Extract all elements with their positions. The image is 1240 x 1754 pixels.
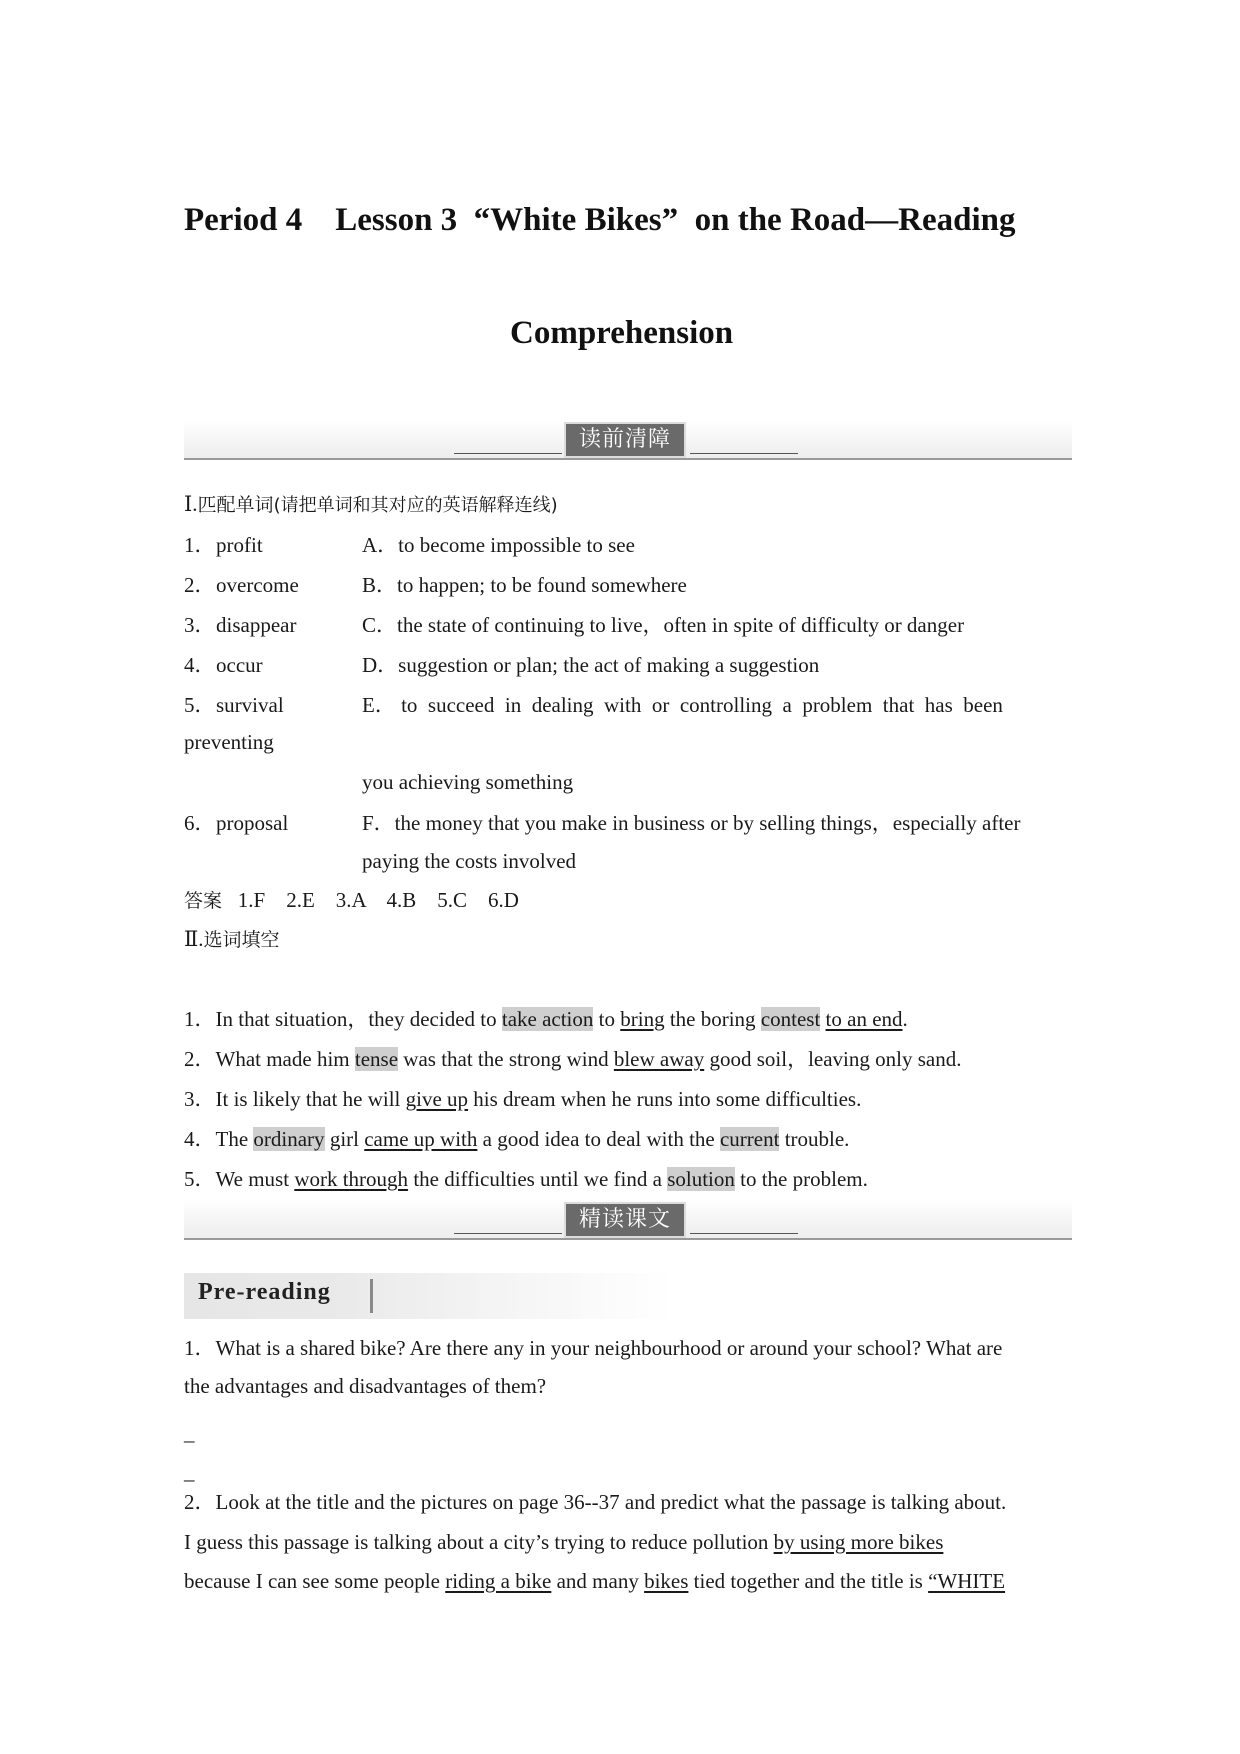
word-text: disappear: [216, 613, 297, 637]
underlined-phrase: bikes: [644, 1569, 689, 1593]
part1-heading-text: 匹配单词: [197, 494, 274, 516]
text: and many: [551, 1569, 645, 1593]
question-2: 2．Look at the title and the pictures on page 36--37 and predict what the passage is talking about.: [184, 1490, 1007, 1514]
text: tied together and the title is: [688, 1569, 929, 1593]
underlined-phrase: bring: [620, 1007, 665, 1031]
part2-heading-text: 选词填空: [203, 929, 280, 951]
underlined-phrase: to an end: [825, 1007, 903, 1031]
definition-e-cont: you achieving something: [362, 770, 574, 794]
definition-d: D．suggestion or plan; the act of making a suggestion: [362, 653, 820, 677]
section-banner-intensive-reading: [184, 1200, 1072, 1244]
definition-e: E． to succeed in dealing with or controlling a problem that has been: [362, 693, 1003, 717]
pre-reading-header: [184, 1273, 674, 1319]
answer-row: [184, 885, 519, 916]
answer-2-line-1: [184, 1527, 943, 1557]
section-tag: 读前清障: [564, 422, 686, 458]
answer-values: 1.F 2.E 3.A 4.B 5.C 6.D: [237, 888, 519, 912]
highlighted-word: tense: [354, 1047, 399, 1071]
text: .: [902, 1007, 908, 1031]
underlined-phrase: give up: [405, 1087, 469, 1111]
part2-numeral: Ⅱ.: [184, 927, 204, 951]
word-item: 6．: [184, 811, 216, 835]
page-title-line-1: Period 4 Lesson 3 “White Bikes” on the Road—Reading: [184, 202, 1016, 238]
part1-heading: [184, 489, 558, 521]
answer-blank-1[interactable]: _: [184, 1421, 195, 1445]
answer-blank-2[interactable]: _: [184, 1460, 195, 1484]
definition-b: B．to happen; to be found somewhere: [362, 573, 687, 597]
word-text: survival: [216, 693, 284, 717]
question-1-line-2: the advantages and disadvantages of them?: [184, 1374, 547, 1398]
text: 1．In that situation，they decided to: [184, 1007, 502, 1031]
word-text: occur: [216, 653, 263, 677]
highlighted-word: take action: [501, 1007, 594, 1031]
highlighted-word: solution: [667, 1167, 735, 1191]
part1-heading-note: (请把单词和其对应的英语解释连线): [273, 495, 558, 516]
word-item: 4．: [184, 653, 216, 677]
text: good soil，leaving only sand.: [704, 1047, 962, 1071]
text: 4．The: [184, 1127, 254, 1151]
word-item: 2．: [184, 573, 216, 597]
sentence-1: [184, 1004, 908, 1034]
underlined-phrase: riding a bike: [445, 1569, 552, 1593]
definition-f: F．the money that you make in business or by selling things，especially after: [362, 811, 1021, 835]
pre-reading-label: Pre-reading: [198, 1279, 331, 1305]
text: because I can see some people: [184, 1569, 446, 1593]
text: 2．What made him: [184, 1047, 355, 1071]
sentence-2: [184, 1044, 961, 1074]
section-tag: 精读课文: [564, 1202, 686, 1238]
sentence-4: [184, 1124, 849, 1154]
sentence-3: [184, 1084, 861, 1114]
text: to the problem.: [734, 1167, 868, 1191]
underlined-phrase: came up with: [364, 1127, 478, 1151]
text: I guess this passage is talking about a city’s trying to reduce pollution: [184, 1530, 774, 1554]
pre-reading-divider: [370, 1279, 373, 1313]
text: 5．We must: [184, 1167, 295, 1191]
answer-label: 答案: [184, 890, 223, 912]
text: the boring: [664, 1007, 761, 1031]
text: a good idea to deal with the: [477, 1127, 720, 1151]
text: trouble.: [779, 1127, 850, 1151]
word-wrap-text: preventing: [184, 730, 274, 754]
text: girl: [324, 1127, 365, 1151]
underlined-phrase: blew away: [613, 1047, 705, 1071]
text: to: [593, 1007, 621, 1031]
word-text: overcome: [216, 573, 299, 597]
highlighted-word: contest: [760, 1007, 821, 1031]
page-title-line-2: Comprehension: [510, 315, 734, 351]
part1-numeral: Ⅰ.: [184, 492, 198, 516]
section-banner-pre-reading-vocab: [184, 420, 1072, 464]
answer-2-line-2: [184, 1566, 1005, 1596]
underlined-phrase: by using more bikes: [773, 1530, 944, 1554]
highlighted-word: current: [719, 1127, 780, 1151]
word-text: profit: [216, 533, 263, 557]
text: his dream when he runs into some difficulties.: [468, 1087, 862, 1111]
text: the difficulties until we find a: [408, 1167, 668, 1191]
definition-f-cont: paying the costs involved: [362, 849, 577, 873]
definition-c: C．the state of continuing to live，often in spite of difficulty or danger: [362, 613, 965, 637]
underlined-phrase: work through: [294, 1167, 409, 1191]
sentence-5: [184, 1164, 868, 1194]
word-item: 5．: [184, 693, 216, 717]
text: 3．It is likely that he will: [184, 1087, 406, 1111]
question-1-line-1: 1．What is a shared bike? Are there any in your neighbourhood or around your school? What are: [184, 1336, 1003, 1360]
highlighted-word: ordinary: [253, 1127, 325, 1151]
word-item: 1．: [184, 533, 216, 557]
definition-a: A．to become impossible to see: [362, 533, 635, 557]
word-text: proposal: [216, 811, 289, 835]
text: was that the strong wind: [398, 1047, 614, 1071]
underlined-phrase: “WHITE: [928, 1569, 1006, 1593]
part2-heading: [184, 924, 280, 955]
word-item: 3．: [184, 613, 216, 637]
